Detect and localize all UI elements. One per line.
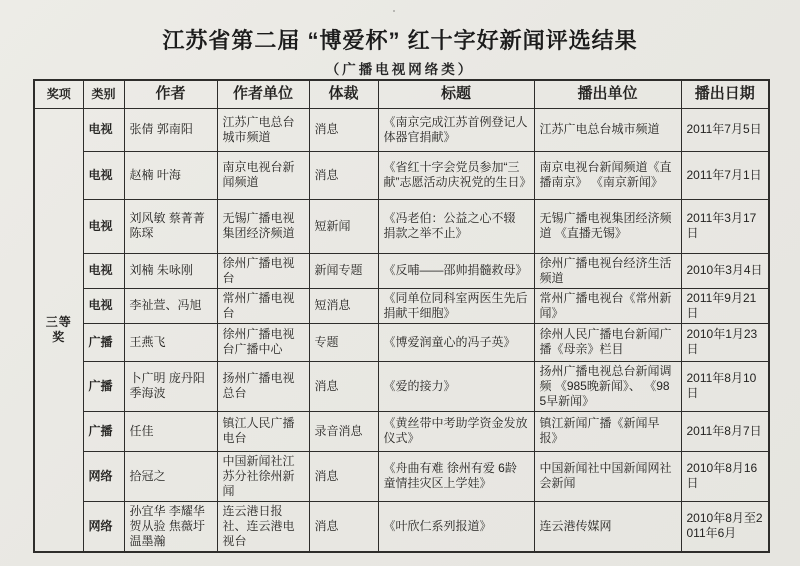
page-title: 江苏省第二届 “博爱杯” 红十字好新闻评选结果 xyxy=(162,28,638,53)
cell-title: 《南京完成江苏首例登记人体器官捐献》 xyxy=(378,108,534,151)
cell-date: 2011年7月5日 xyxy=(681,108,769,151)
cell-author: 王燕飞 xyxy=(124,323,217,361)
header-author: 作者 xyxy=(124,80,217,108)
cell-genre: 消息 xyxy=(309,108,378,151)
cell-date: 2011年8月10日 xyxy=(681,361,769,411)
cell-genre: 短消息 xyxy=(309,288,378,323)
table-row xyxy=(34,411,769,451)
header-genre: 体裁 xyxy=(309,80,378,108)
cell-date: 2010年8月16日 xyxy=(681,451,769,501)
page-subtitle: （广播电视网络类） xyxy=(325,62,475,77)
header-broadcast-unit: 播出单位 xyxy=(534,80,681,108)
cell-date: 2011年9月21日 xyxy=(681,288,769,323)
cell-broadcast-unit: 中国新闻社中国新闻网社会新闻 xyxy=(534,451,681,501)
header-title: 标题 xyxy=(378,80,534,108)
cell-title: 《黄丝带中考助学资金发放仪式》 xyxy=(378,411,534,451)
cell-title: 《省红十字会党员参加“三献”志愿活动庆祝党的生日》 xyxy=(378,151,534,199)
cell-title: 《爱的接力》 xyxy=(378,361,534,411)
cell-author-unit: 中国新闻社江苏分社徐州新闻 xyxy=(217,451,309,501)
table-body xyxy=(34,108,769,552)
table-row xyxy=(34,288,769,323)
cell-title: 《叶欣仁系列报道》 xyxy=(378,501,534,552)
table-row xyxy=(34,253,769,288)
cell-genre: 新闻专题 xyxy=(309,253,378,288)
cell-broadcast-unit: 徐州广播电视台经济生活频道 xyxy=(534,253,681,288)
table-row xyxy=(34,151,769,199)
header-category: 类别 xyxy=(83,80,124,108)
cell-category: 网络 xyxy=(83,451,124,501)
cell-broadcast-unit: 南京电视台新闻频道《直播南京》 《南京新闻》 xyxy=(534,151,681,199)
cell-broadcast-unit: 江苏广电总台城市频道 xyxy=(534,108,681,151)
cell-author: 卜广明 庞丹阳 季海波 xyxy=(124,361,217,411)
cell-author-unit: 镇江人民广播电台 xyxy=(217,411,309,451)
header-row xyxy=(34,80,769,108)
cell-date: 2010年3月4日 xyxy=(681,253,769,288)
table-row xyxy=(34,451,769,501)
cell-title: 《博爱润童心的冯子英》 xyxy=(378,323,534,361)
cell-author-unit: 常州广播电视台 xyxy=(217,288,309,323)
cell-broadcast-unit: 无锡广播电视集团经济频道 《直播无锡》 xyxy=(534,199,681,253)
cell-date: 2010年8月至2011年6月 xyxy=(681,501,769,552)
cell-broadcast-unit: 徐州人民广播电台新闻广播《母亲》栏目 xyxy=(534,323,681,361)
cell-date: 2011年8月7日 xyxy=(681,411,769,451)
cell-author-unit: 徐州广播电视台 xyxy=(217,253,309,288)
cell-genre: 录音消息 xyxy=(309,411,378,451)
cell-author-unit: 徐州广播电视台广播中心 xyxy=(217,323,309,361)
cell-category: 电视 xyxy=(83,199,124,253)
cell-author: 任佳 xyxy=(124,411,217,451)
cell-broadcast-unit: 常州广播电视台《常州新闻》 xyxy=(534,288,681,323)
cell-genre: 消息 xyxy=(309,151,378,199)
cell-title: 《反哺——邵帅捐髓救母》 xyxy=(378,253,534,288)
cell-title: 《舟曲有难 徐州有爱 6龄童情挂灾区上学娃》 xyxy=(378,451,534,501)
cell-title: 《冯老伯：公益之心不辍 捐款之举不止》 xyxy=(378,199,534,253)
cell-category: 网络 xyxy=(83,501,124,552)
header-date: 播出日期 xyxy=(681,80,769,108)
cell-author: 赵楠 叶海 xyxy=(124,151,217,199)
table-row xyxy=(34,361,769,411)
cell-author: 拾冠之 xyxy=(124,451,217,501)
cell-category: 电视 xyxy=(83,151,124,199)
cell-category: 广播 xyxy=(83,411,124,451)
cell-author: 刘风敏 蔡菁菁 陈琛 xyxy=(124,199,217,253)
award-cell: 三等奖 xyxy=(34,108,83,552)
cell-date: 2011年3月17日 xyxy=(681,199,769,253)
cell-author-unit: 连云港日报社、连云港电视台 xyxy=(217,501,309,552)
cell-genre: 专题 xyxy=(309,323,378,361)
cell-genre: 消息 xyxy=(309,451,378,501)
cell-author: 孙宜华 李耀华 贺从验 焦薇圩 温墨瀚 xyxy=(124,501,217,552)
cell-title: 《同单位同科室两医生先后捐献干细胞》 xyxy=(378,288,534,323)
table-row xyxy=(34,108,769,151)
cell-category: 电视 xyxy=(83,108,124,151)
cell-category: 电视 xyxy=(83,253,124,288)
table-row xyxy=(34,199,769,253)
cell-author-unit: 南京电视台新闻频道 xyxy=(217,151,309,199)
cell-author: 张倩 郭南阳 xyxy=(124,108,217,151)
header-award: 奖项 xyxy=(34,80,83,108)
cell-date: 2011年7月1日 xyxy=(681,151,769,199)
cell-category: 广播 xyxy=(83,323,124,361)
header-author-unit: 作者单位 xyxy=(217,80,309,108)
cell-genre: 消息 xyxy=(309,501,378,552)
results-table xyxy=(33,79,770,553)
cell-author: 刘楠 朱咏刚 xyxy=(124,253,217,288)
cell-author-unit: 无锡广播电视集团经济频道 xyxy=(217,199,309,253)
cell-genre: 消息 xyxy=(309,361,378,411)
cell-author-unit: 扬州广播电视总台 xyxy=(217,361,309,411)
cell-genre: 短新闻 xyxy=(309,199,378,253)
cell-category: 电视 xyxy=(83,288,124,323)
cell-date: 2010年1月23日 xyxy=(681,323,769,361)
cell-broadcast-unit: 扬州广播电视总台新闻调频 《985晚新闻》、 《985早新闻》 xyxy=(534,361,681,411)
cell-author: 李祉萱、冯旭 xyxy=(124,288,217,323)
table-row xyxy=(34,501,769,552)
cell-broadcast-unit: 连云港传媒网 xyxy=(534,501,681,552)
cell-author-unit: 江苏广电总台城市频道 xyxy=(217,108,309,151)
scan-speck xyxy=(393,10,395,12)
table-row xyxy=(34,323,769,361)
cell-category: 广播 xyxy=(83,361,124,411)
cell-broadcast-unit: 镇江新闻广播《新闻早报》 xyxy=(534,411,681,451)
